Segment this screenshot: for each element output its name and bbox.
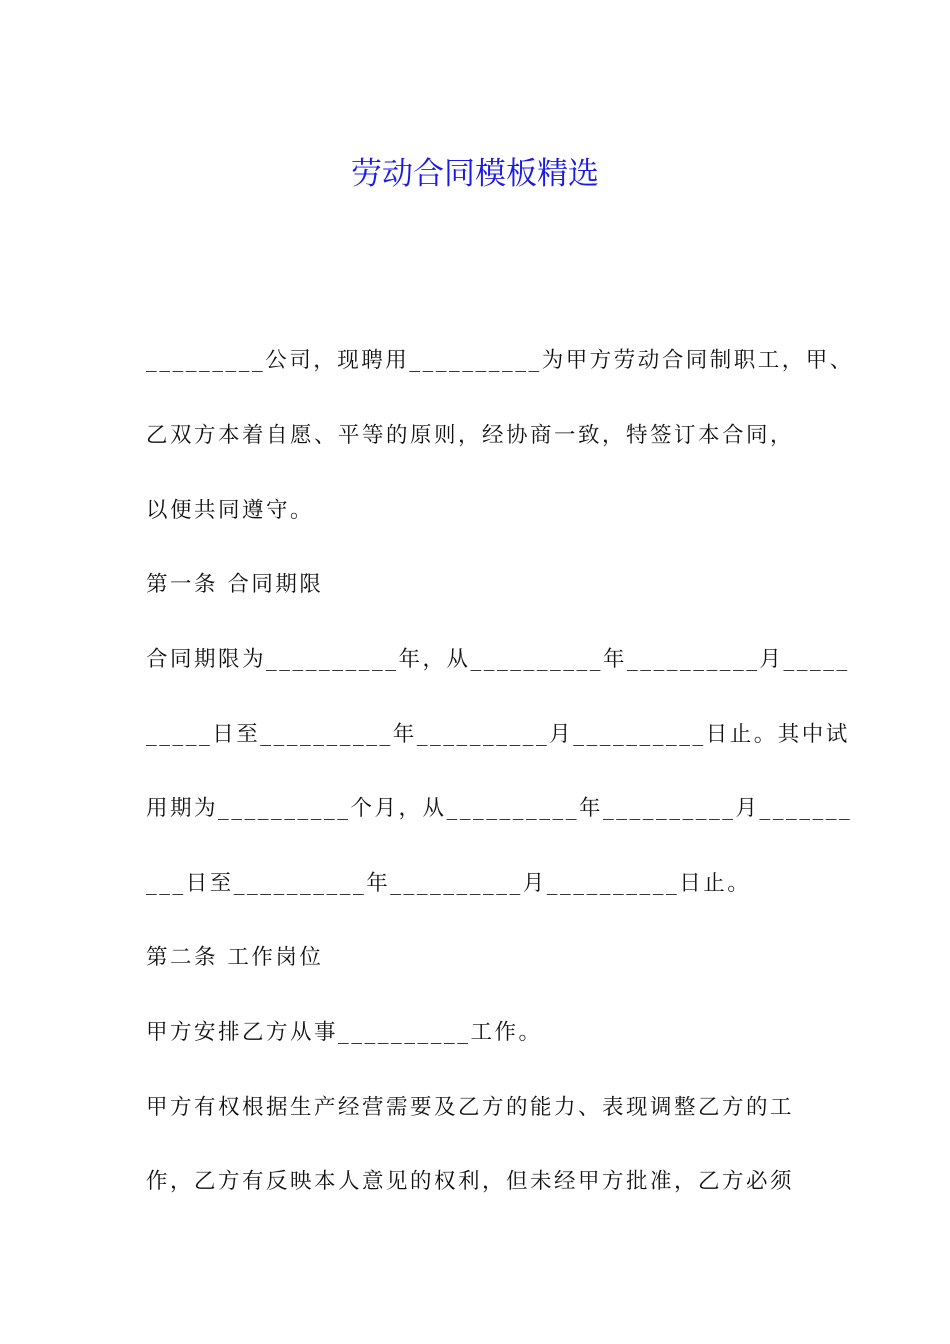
- paragraph-line-preamble-3: 以便共同遵守。: [146, 498, 315, 523]
- paragraph-line-preamble-2: 乙双方本着自愿、平等的原则，经协商一致，特签订本合同，: [146, 423, 795, 448]
- paragraph-line-position-2: 甲方有权根据生产经营需要及乙方的能力、表现调整乙方的工: [146, 1095, 795, 1120]
- paragraph-line-term-4: ___日至__________年__________月__________日止。: [146, 871, 752, 896]
- article-heading-1: 第一条 合同期限: [146, 572, 324, 597]
- paragraph-line-position-3: 作，乙方有反映本人意见的权利，但未经甲方批准，乙方必须: [146, 1169, 795, 1194]
- paragraph-line-position-1: 甲方安排乙方从事__________工作。: [146, 1020, 543, 1045]
- paragraph-line-term-1: 合同期限为__________年，从__________年__________月_____: [146, 647, 850, 672]
- document-title: 劳动合同模板精选: [351, 155, 599, 192]
- paragraph-line-term-2: _____日至__________年__________月__________日止。其中试: [146, 722, 850, 747]
- article-heading-2: 第二条 工作岗位: [146, 945, 324, 970]
- paragraph-line-preamble-1: _________公司，现聘用__________为甲方劳动合同制职工，甲、: [146, 348, 854, 373]
- paragraph-line-term-3: 用期为__________个月，从__________年__________月_______: [146, 796, 853, 821]
